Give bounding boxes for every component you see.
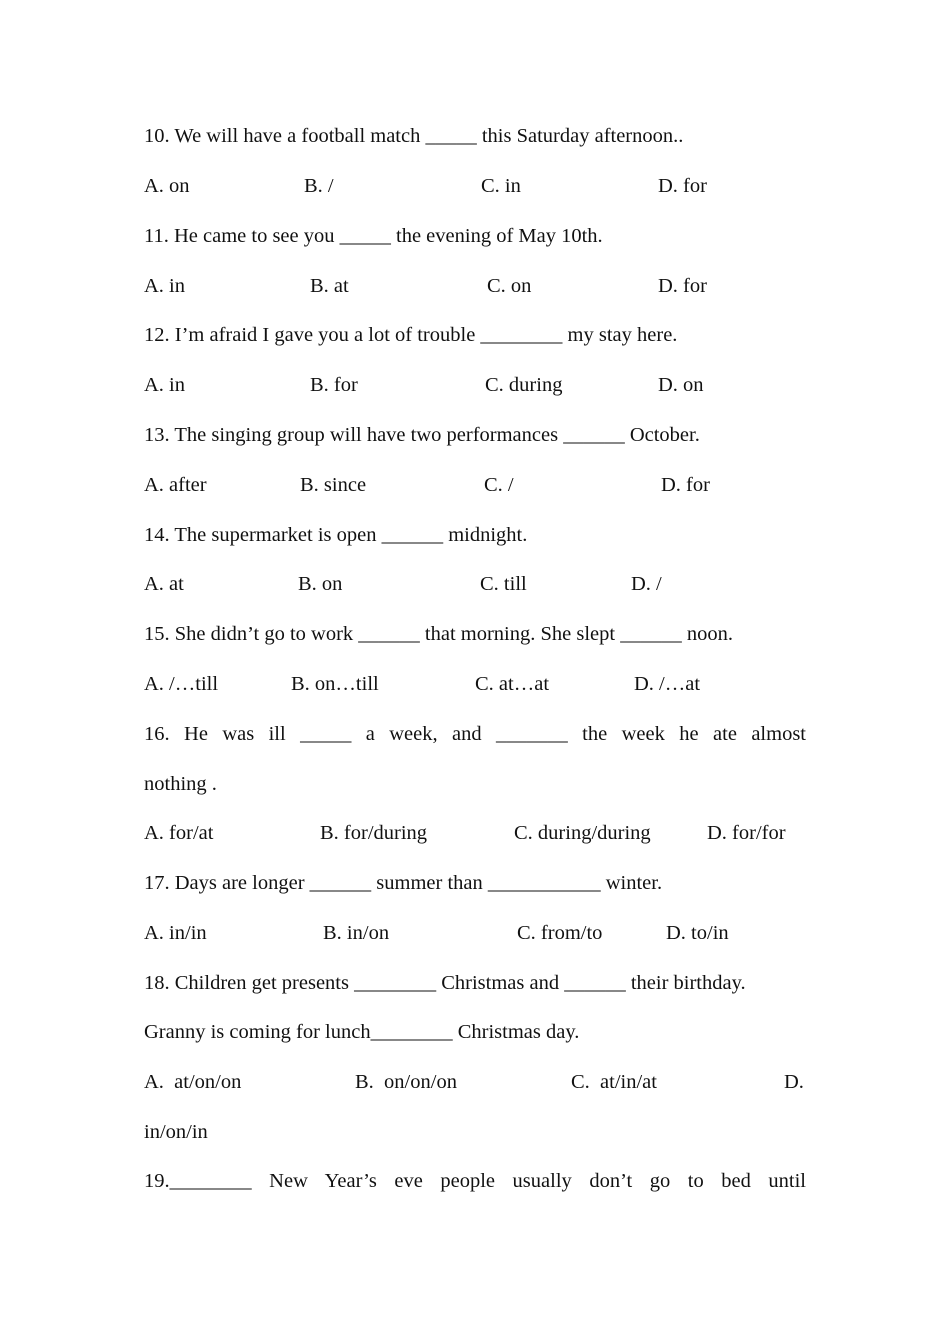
question-11-option-a: A. in [144, 275, 185, 297]
question-18-option-b: B. on/on/on [355, 1071, 457, 1093]
question-13-option-b: B. since [300, 474, 367, 496]
question-18-stem-line-1: 18. Children get presents ________ Christmas and ______ their birthday. [144, 972, 746, 994]
question-17-stem: 17. Days are longer ______ summer than ___________ winter. [144, 872, 663, 894]
question-14-option-c: C. till [480, 573, 527, 595]
question-11-option-d: D. for [658, 275, 707, 297]
question-16-stem-line-2: nothing . [144, 773, 217, 795]
question-14-option-d: D. / [631, 573, 662, 595]
question-16-option-b: B. for/during [320, 822, 428, 844]
question-18-stem-line-2: Granny is coming for lunch________ Christmas day. [144, 1021, 580, 1043]
question-13-option-a: A. after [144, 474, 207, 496]
question-12-option-c: C. during [485, 374, 563, 396]
question-14-stem: 14. The supermarket is open ______ midnight. [144, 524, 528, 546]
question-12-stem: 12. I’m afraid I gave you a lot of trouble ________ my stay here. [144, 324, 678, 346]
question-17-option-c: C. from/to [517, 922, 603, 944]
question-19-stem-line-1: 19.________ New Year’s eve people usually don’t go to bed until [144, 1170, 806, 1192]
question-10-option-d: D. for [658, 175, 707, 197]
question-12-option-a: A. in [144, 374, 185, 396]
question-16-option-d: D. for/for [707, 822, 786, 844]
question-18-option-d: D. [784, 1071, 804, 1093]
question-17-option-a: A. in/in [144, 922, 207, 944]
question-16-option-c: C. during/during [514, 822, 651, 844]
question-16-option-a: A. for/at [144, 822, 214, 844]
question-17-option-b: B. in/on [323, 922, 390, 944]
question-11-option-c: C. on [487, 275, 532, 297]
question-15-option-b: B. on…till [291, 673, 379, 695]
question-15-option-d: D. /…at [634, 673, 701, 695]
question-12-option-d: D. on [658, 374, 704, 396]
question-13-option-d: D. for [661, 474, 710, 496]
question-10-option-c: C. in [481, 175, 521, 197]
question-11-option-b: B. at [310, 275, 349, 297]
question-16-stem-line-1: 16. He was ill _____ a week, and _______ the week he ate almost [144, 723, 806, 745]
question-11-stem: 11. He came to see you _____ the evening of May 10th. [144, 225, 603, 247]
question-13-option-c: C. / [484, 474, 514, 496]
question-18-option-d-continuation: in/on/in [144, 1121, 208, 1143]
question-14-option-a: A. at [144, 573, 184, 595]
question-15-stem: 15. She didn’t go to work ______ that morning. She slept ______ noon. [144, 623, 733, 645]
question-13-stem: 13. The singing group will have two performances ______ October. [144, 424, 700, 446]
question-10-stem: 10. We will have a football match _____ this Saturday afternoon.. [144, 125, 684, 147]
question-15-option-a: A. /…till [144, 673, 219, 695]
question-17-option-d: D. to/in [666, 922, 729, 944]
question-15-option-c: C. at…at [475, 673, 550, 695]
question-10-option-b: B. / [304, 175, 334, 197]
question-14-option-b: B. on [298, 573, 343, 595]
question-12-option-b: B. for [310, 374, 358, 396]
question-10-option-a: A. on [144, 175, 190, 197]
question-18-option-c: C. at/in/at [571, 1071, 657, 1093]
question-18-option-a: A. at/on/on [144, 1071, 242, 1093]
